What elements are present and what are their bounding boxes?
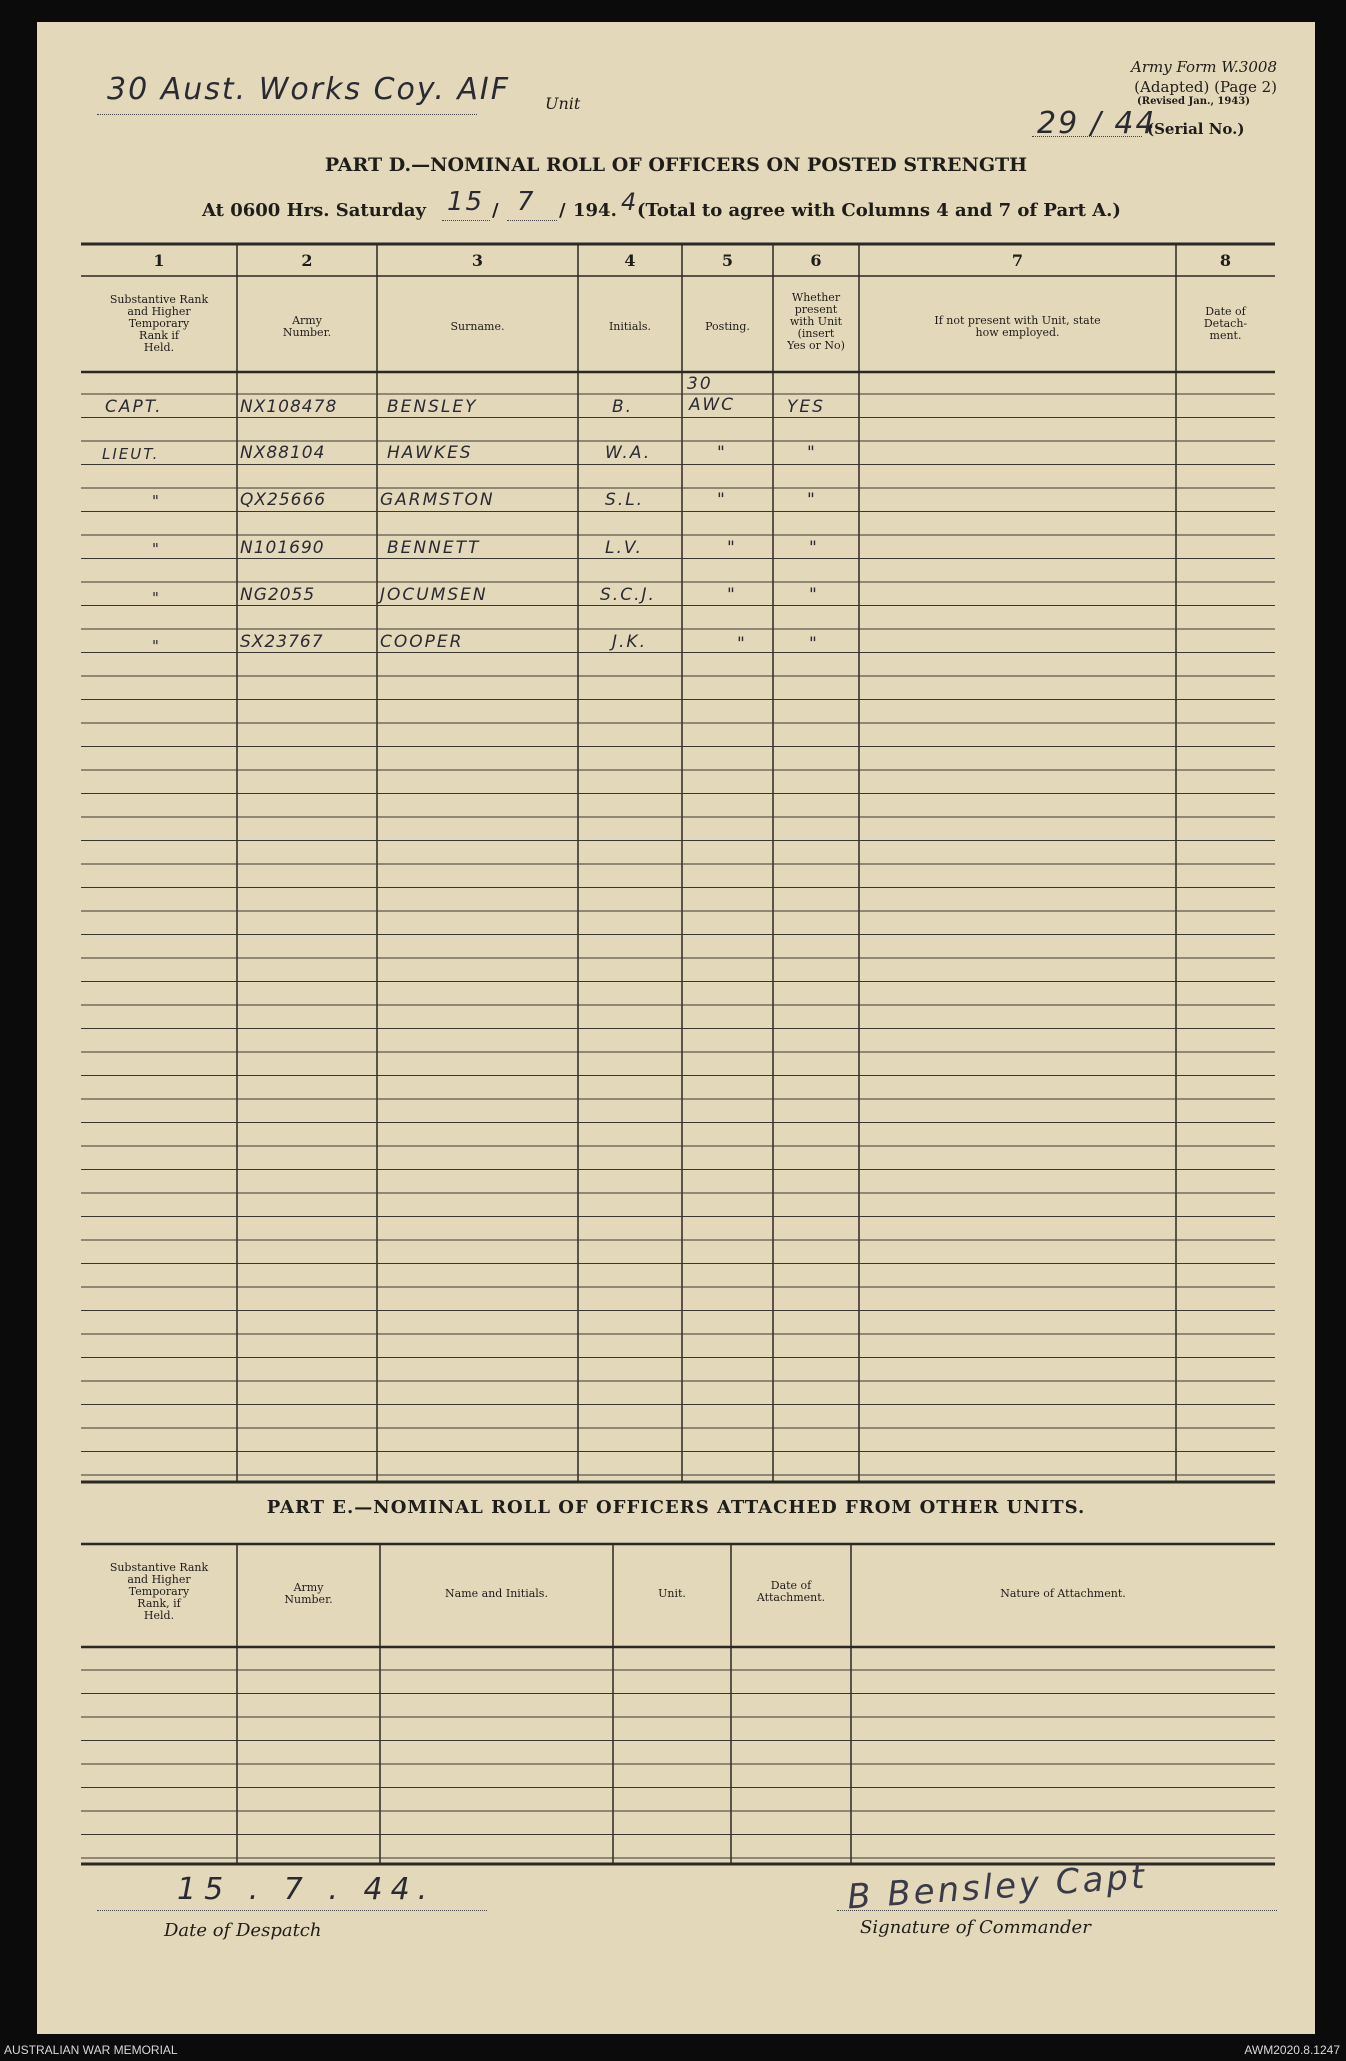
row-initials: W.A.	[605, 443, 652, 463]
row-rank: CAPT.	[105, 397, 163, 417]
col-number-6: 6	[810, 251, 822, 270]
row-initials: B.	[612, 397, 634, 417]
row-posting: "	[717, 490, 727, 510]
col-number-2: 2	[301, 251, 313, 270]
row-surname: JOCUMSEN	[380, 585, 488, 605]
form-page: 30 Aust. Works Coy. AIF Unit Army Form W.3008 (Adapted) (Page 2) (Revised Jan., 1943) 29 / 44 (Serial No.) PART D.—NOMINAL ROLL OF OFFICERS ON POSTED STRENGTH At 0600 Hrs. Saturday 15 / 7 / 194. 4 (Total to agree with Columns 4 and 7 of Part A.) 1 2 3 4 5 6 7 8 Substantive Rank and Higher Temporary Rank if Held. Army Number. Surname. Initials. Posting. Whether present with Unit (insert Yes or No) If not present with Unit, state how employed. Date of Detach- ment. 30 CAPT. NX108478 BENSLEY B. AWC YES LIEUT. NX88104 HAWKES W.A. " " " QX25666 GARMSTON S.L. " " " N101690 BENNETT L.V. " " " NG2055 JOCUMSEN S.C.J. " " " SX23767 COOPER J.K. " " PART E.—NOMINAL ROLL OF OFFICERS ATTACHED FROM OTHER UNITS. Substantive Rank and Higher Temporary Rank, if Held. Army Number. Name and Initials. Unit. Date of Attachment. Nature of Attachment. 15 . 7 . 44. Date of Despatch B Bensley Capt Signature of Commander	[37, 22, 1315, 2034]
form-id-line1: Army Form W.3008	[1131, 58, 1277, 76]
row-rank: "	[152, 589, 161, 607]
col-header-detachment: Date of Detach- ment.	[1203, 305, 1248, 342]
row-number: NX88104	[240, 443, 326, 463]
col-number-7: 7	[1011, 251, 1024, 270]
row-initials: J.K.	[612, 632, 647, 652]
row-rank: "	[152, 540, 161, 558]
row-present: "	[809, 634, 819, 654]
despatch-label: Date of Despatch	[164, 1920, 322, 1941]
row-present: "	[809, 585, 819, 605]
e-col-header-unit: Unit.	[658, 1587, 686, 1600]
unit-handwritten: 30 Aust. Works Coy. AIF	[107, 72, 511, 107]
date-day: 15	[447, 187, 485, 217]
signature-label: Signature of Commander	[860, 1917, 1091, 1938]
col-header-surname: Surname.	[450, 320, 505, 333]
col-header-employment: If not present with Unit, state how employed.	[934, 314, 1101, 339]
row-number: QX25666	[240, 490, 327, 510]
e-col-header-date: Date of Attachment.	[756, 1579, 826, 1604]
col-header-posting: Posting.	[705, 320, 750, 333]
at-suffix: (Total to agree with Columns 4 and 7 of Part A.)	[637, 200, 1121, 221]
row-present: "	[807, 443, 817, 463]
e-col-header-name: Name and Initials.	[445, 1587, 548, 1600]
col-number-1: 1	[153, 251, 165, 270]
row-posting: "	[717, 443, 727, 463]
row-number: NG2055	[240, 585, 316, 605]
col-header-initials: Initials.	[608, 320, 652, 333]
row-surname: GARMSTON	[380, 490, 495, 510]
row-initials: L.V.	[605, 538, 643, 558]
row-present: "	[809, 538, 819, 558]
row-rank: "	[152, 637, 161, 655]
e-col-header-rank: Substantive Rank and Higher Temporary Rank, if Held.	[109, 1561, 209, 1622]
archive-reference: AWM2020.8.1247	[1244, 2043, 1340, 2057]
row-rank: "	[152, 492, 161, 510]
part-e-title: PART E.—NOMINAL ROLL OF OFFICERS ATTACHED FROM OTHER UNITS.	[266, 1497, 1086, 1518]
e-col-header-army-number: Army Number.	[284, 1581, 333, 1606]
row-posting: "	[727, 585, 737, 605]
col-number-5: 5	[721, 251, 734, 270]
part-e-table	[37, 22, 1315, 2034]
form-id-line3: (Revised Jan., 1943)	[1137, 96, 1250, 107]
posting-unit-note: 30	[687, 374, 713, 394]
row-initials: S.C.J.	[600, 585, 656, 605]
e-col-header-nature: Nature of Attachment.	[1000, 1587, 1126, 1600]
despatch-date-handwritten: 15 . 7 . 44.	[177, 1872, 436, 1907]
archive-credit: AUSTRALIAN WAR MEMORIAL	[4, 2043, 178, 2057]
col-header-rank: Substantive Rank and Higher Temporary Rank if Held.	[109, 293, 209, 354]
serial-handwritten: 29 / 44	[1037, 106, 1157, 141]
signature-line	[837, 1910, 1277, 1911]
row-posting: "	[727, 538, 737, 558]
row-number: NX108478	[240, 397, 338, 417]
row-surname: COOPER	[380, 632, 464, 652]
row-surname: HAWKES	[387, 443, 473, 463]
col-header-present: Whether present with Unit (insert Yes or No)	[787, 291, 845, 352]
row-surname: BENNETT	[387, 538, 481, 558]
row-posting: AWC	[689, 395, 736, 415]
despatch-line	[97, 1910, 487, 1911]
signature-handwritten: B Bensley Capt	[845, 1856, 1149, 1918]
year-suffix: 4	[621, 188, 639, 216]
year-prefix: 194.	[573, 200, 617, 221]
at-prefix: At 0600 Hrs. Saturday	[202, 200, 427, 221]
row-posting: "	[737, 634, 747, 654]
part-d-title: PART D.—NOMINAL ROLL OF OFFICERS ON POSTED STRENGTH	[324, 154, 1028, 176]
row-present: YES	[787, 397, 825, 417]
row-rank: LIEUT.	[102, 445, 160, 463]
col-header-army-number: Army Number.	[282, 314, 332, 339]
form-id-line2: (Adapted) (Page 2)	[1134, 78, 1277, 96]
col-number-3: 3	[471, 251, 484, 270]
unit-label: Unit	[545, 94, 581, 113]
row-number: N101690	[240, 538, 325, 558]
col-number-4: 4	[624, 251, 636, 270]
serial-label: (Serial No.)	[1147, 120, 1245, 138]
row-initials: S.L.	[605, 490, 645, 510]
row-surname: BENSLEY	[387, 397, 478, 417]
row-present: "	[807, 490, 817, 510]
row-number: SX23767	[240, 632, 324, 652]
col-number-8: 8	[1219, 251, 1232, 270]
date-month: 7	[517, 187, 536, 217]
